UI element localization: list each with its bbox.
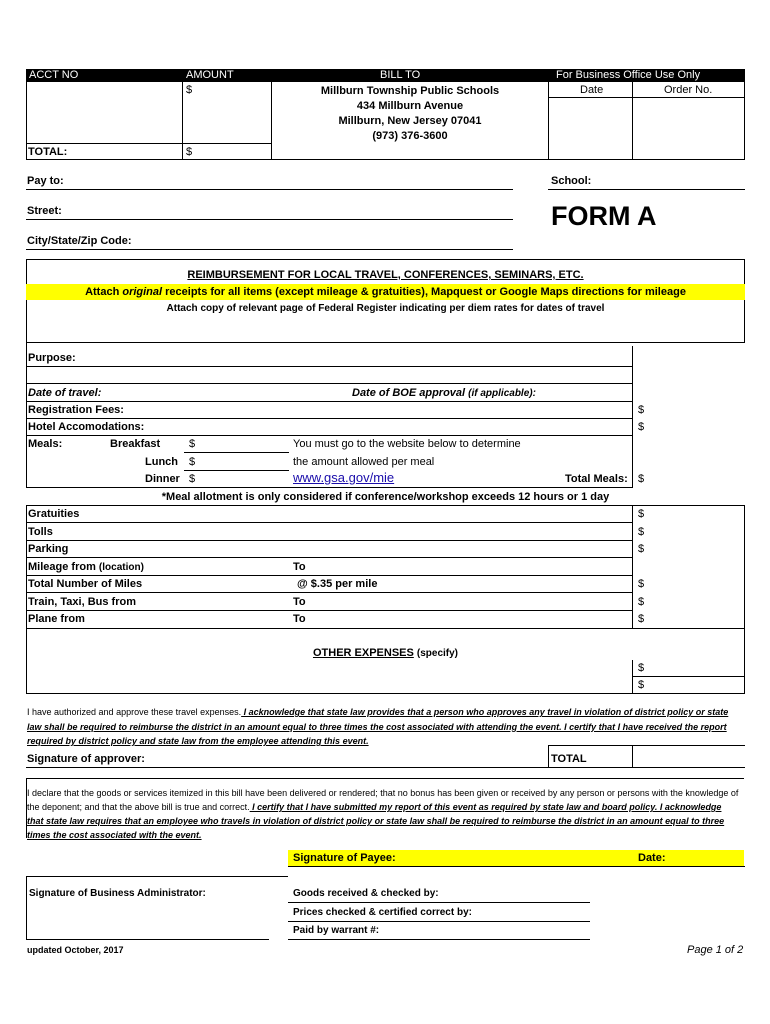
purpose-label: Purpose: [28, 352, 76, 364]
breakfast-label: Breakfast [110, 438, 161, 450]
amount-header: AMOUNT [186, 69, 234, 81]
district-name: Millburn Township Public Schools [320, 85, 500, 97]
total-meals-dollar: $ [638, 473, 645, 485]
tolls-dollar: $ [638, 526, 645, 538]
goods-received-label: Goods received & checked by: [293, 888, 439, 899]
date-header: Date [580, 84, 604, 96]
prices-checked-field[interactable] [288, 921, 590, 922]
paid-by-warrant-label: Paid by warrant #: [293, 925, 380, 936]
attach-register-note: Attach copy of relevant page of Federal Register indicating per diem rates for dates of travel [166, 303, 605, 314]
date-of-travel-label: Date of travel: [28, 387, 102, 399]
website-note-2: the amount allowed per meal [293, 456, 435, 468]
train-to-label: To [293, 596, 306, 608]
purpose-field[interactable] [26, 366, 633, 367]
goods-received-field[interactable] [288, 902, 590, 903]
total-miles-label: Total Number of Miles [28, 578, 143, 590]
school-field[interactable] [548, 189, 745, 190]
lunch-dollar: $ [189, 456, 196, 468]
amount-dollar: $ [186, 84, 193, 96]
paid-by-field[interactable] [288, 939, 590, 940]
banner-title: REIMBURSEMENT FOR LOCAL TRAVEL, CONFERENCES, SEMINARS, ETC. [187, 269, 584, 281]
form-title: FORM A [551, 201, 657, 231]
signature-payee-label: Signature of Payee: [293, 852, 396, 864]
breakfast-field[interactable] [184, 452, 289, 453]
lunch-field[interactable] [184, 470, 289, 471]
parking-label: Parking [28, 543, 69, 555]
plane-to-label: To [293, 613, 306, 625]
website-note-1: You must go to the website below to determine [293, 438, 521, 450]
street-field[interactable] [26, 219, 513, 220]
meals-label: Meals: [28, 438, 63, 450]
train-dollar: $ [638, 596, 645, 608]
total-label: TOTAL: [28, 146, 68, 158]
parking-dollar: $ [638, 543, 645, 555]
total-label-bottom: TOTAL [551, 753, 587, 765]
other-dollar-2: $ [638, 679, 645, 691]
lunch-label: Lunch [145, 456, 178, 468]
signature-business-admin-label: Signature of Business Administrator: [29, 888, 206, 899]
total-dollar: $ [186, 146, 193, 158]
registration-fees-label: Registration Fees: [28, 404, 124, 416]
train-label: Train, Taxi, Bus from [28, 596, 136, 608]
street-label: Street: [27, 205, 62, 217]
tolls-label: Tolls [28, 526, 53, 538]
dinner-label: Dinner [145, 473, 180, 485]
date-of-travel-field[interactable] [26, 401, 633, 402]
plane-dollar: $ [638, 613, 645, 625]
approver-signature-field[interactable] [26, 767, 548, 768]
other-dollar-1: $ [638, 662, 645, 674]
plane-label: Plane from [28, 613, 85, 625]
attach-original-note: Attach original receipts for all items (except mileage & gratuities), Mapquest or Google Maps directions for mileage [85, 286, 686, 298]
other-expenses-label: OTHER EXPENSES (specify) [312, 647, 459, 659]
bill-to-header: BILL TO [380, 69, 421, 81]
gratuities-dollar: $ [638, 508, 645, 520]
mileage-rate: @ $.35 per mile [297, 578, 378, 590]
city-state-zip-label: City/State/Zip Code: [27, 235, 132, 247]
hotel-label: Hotel Accomodations: [28, 421, 145, 433]
acct-no-header: ACCT NO [29, 69, 79, 81]
pay-to-label: Pay to: [27, 175, 64, 187]
gsa-website-link[interactable]: www.gsa.gov/mie [293, 470, 395, 485]
declaration-statement: I declare that the goods or services itemized in this bill have been delivered or rendered; that no bonus has been given or received by any person or persons with the knowledge of the deponent; and that the above bill is true and correct. I certify that I have submitted my report of this event as required by state law and board policy. I acknowledge that state law requires that an employee who travels in violation of district policy or state law shall be required to reimburse the district in an amount equal to three times the cost associated with the event. [27, 788, 739, 840]
district-phone: (973) 376-3600 [372, 130, 448, 142]
total-meals-label: Total Meals: [565, 473, 628, 485]
mileage-field[interactable] [26, 575, 633, 576]
business-admin-signature-field[interactable] [26, 939, 269, 940]
mileage-to-label: To [293, 561, 306, 573]
payee-signature-field[interactable] [288, 866, 745, 867]
mileage-from-label: Mileage from (location) [28, 561, 144, 573]
school-label: School: [551, 175, 592, 187]
gratuities-label: Gratuities [28, 508, 80, 520]
order-no-header: Order No. [664, 84, 713, 96]
mileage-dollar: $ [638, 578, 645, 590]
bill-to-address [272, 84, 548, 144]
hotel-dollar: $ [638, 421, 645, 433]
pay-to-field[interactable] [26, 189, 513, 190]
prices-checked-label: Prices checked & certified correct by: [293, 907, 472, 918]
district-street: 434 Millburn Avenue [356, 100, 464, 112]
date-boe-label: Date of BOE approval (if applicable): [352, 387, 536, 399]
dinner-dollar: $ [189, 473, 196, 485]
district-city: Millburn, New Jersey 07041 [338, 115, 482, 127]
business-office-header: For Business Office Use Only [556, 69, 701, 81]
city-state-zip-field[interactable] [26, 249, 513, 250]
breakfast-dollar: $ [189, 438, 196, 450]
payee-date-label: Date: [638, 852, 666, 864]
signature-approver-label: Signature of approver: [27, 753, 145, 765]
meal-allotment-note: *Meal allotment is only considered if conference/workshop exceeds 12 hours or 1 day [161, 491, 610, 503]
registration-dollar: $ [638, 404, 645, 416]
updated-date: updated October, 2017 [27, 945, 124, 955]
page-number: Page 1 of 2 [687, 944, 744, 956]
approval-statement: I have authorized and approve these travel expenses. I acknowledge that state law provides that a person who approves any travel in violation of district policy or state law shall be required to reimburse the district in an amount equal to three times the cost associated with attending the event. I certify that I have received the report required by district policy and state law from the employee attending this event. [27, 707, 729, 746]
